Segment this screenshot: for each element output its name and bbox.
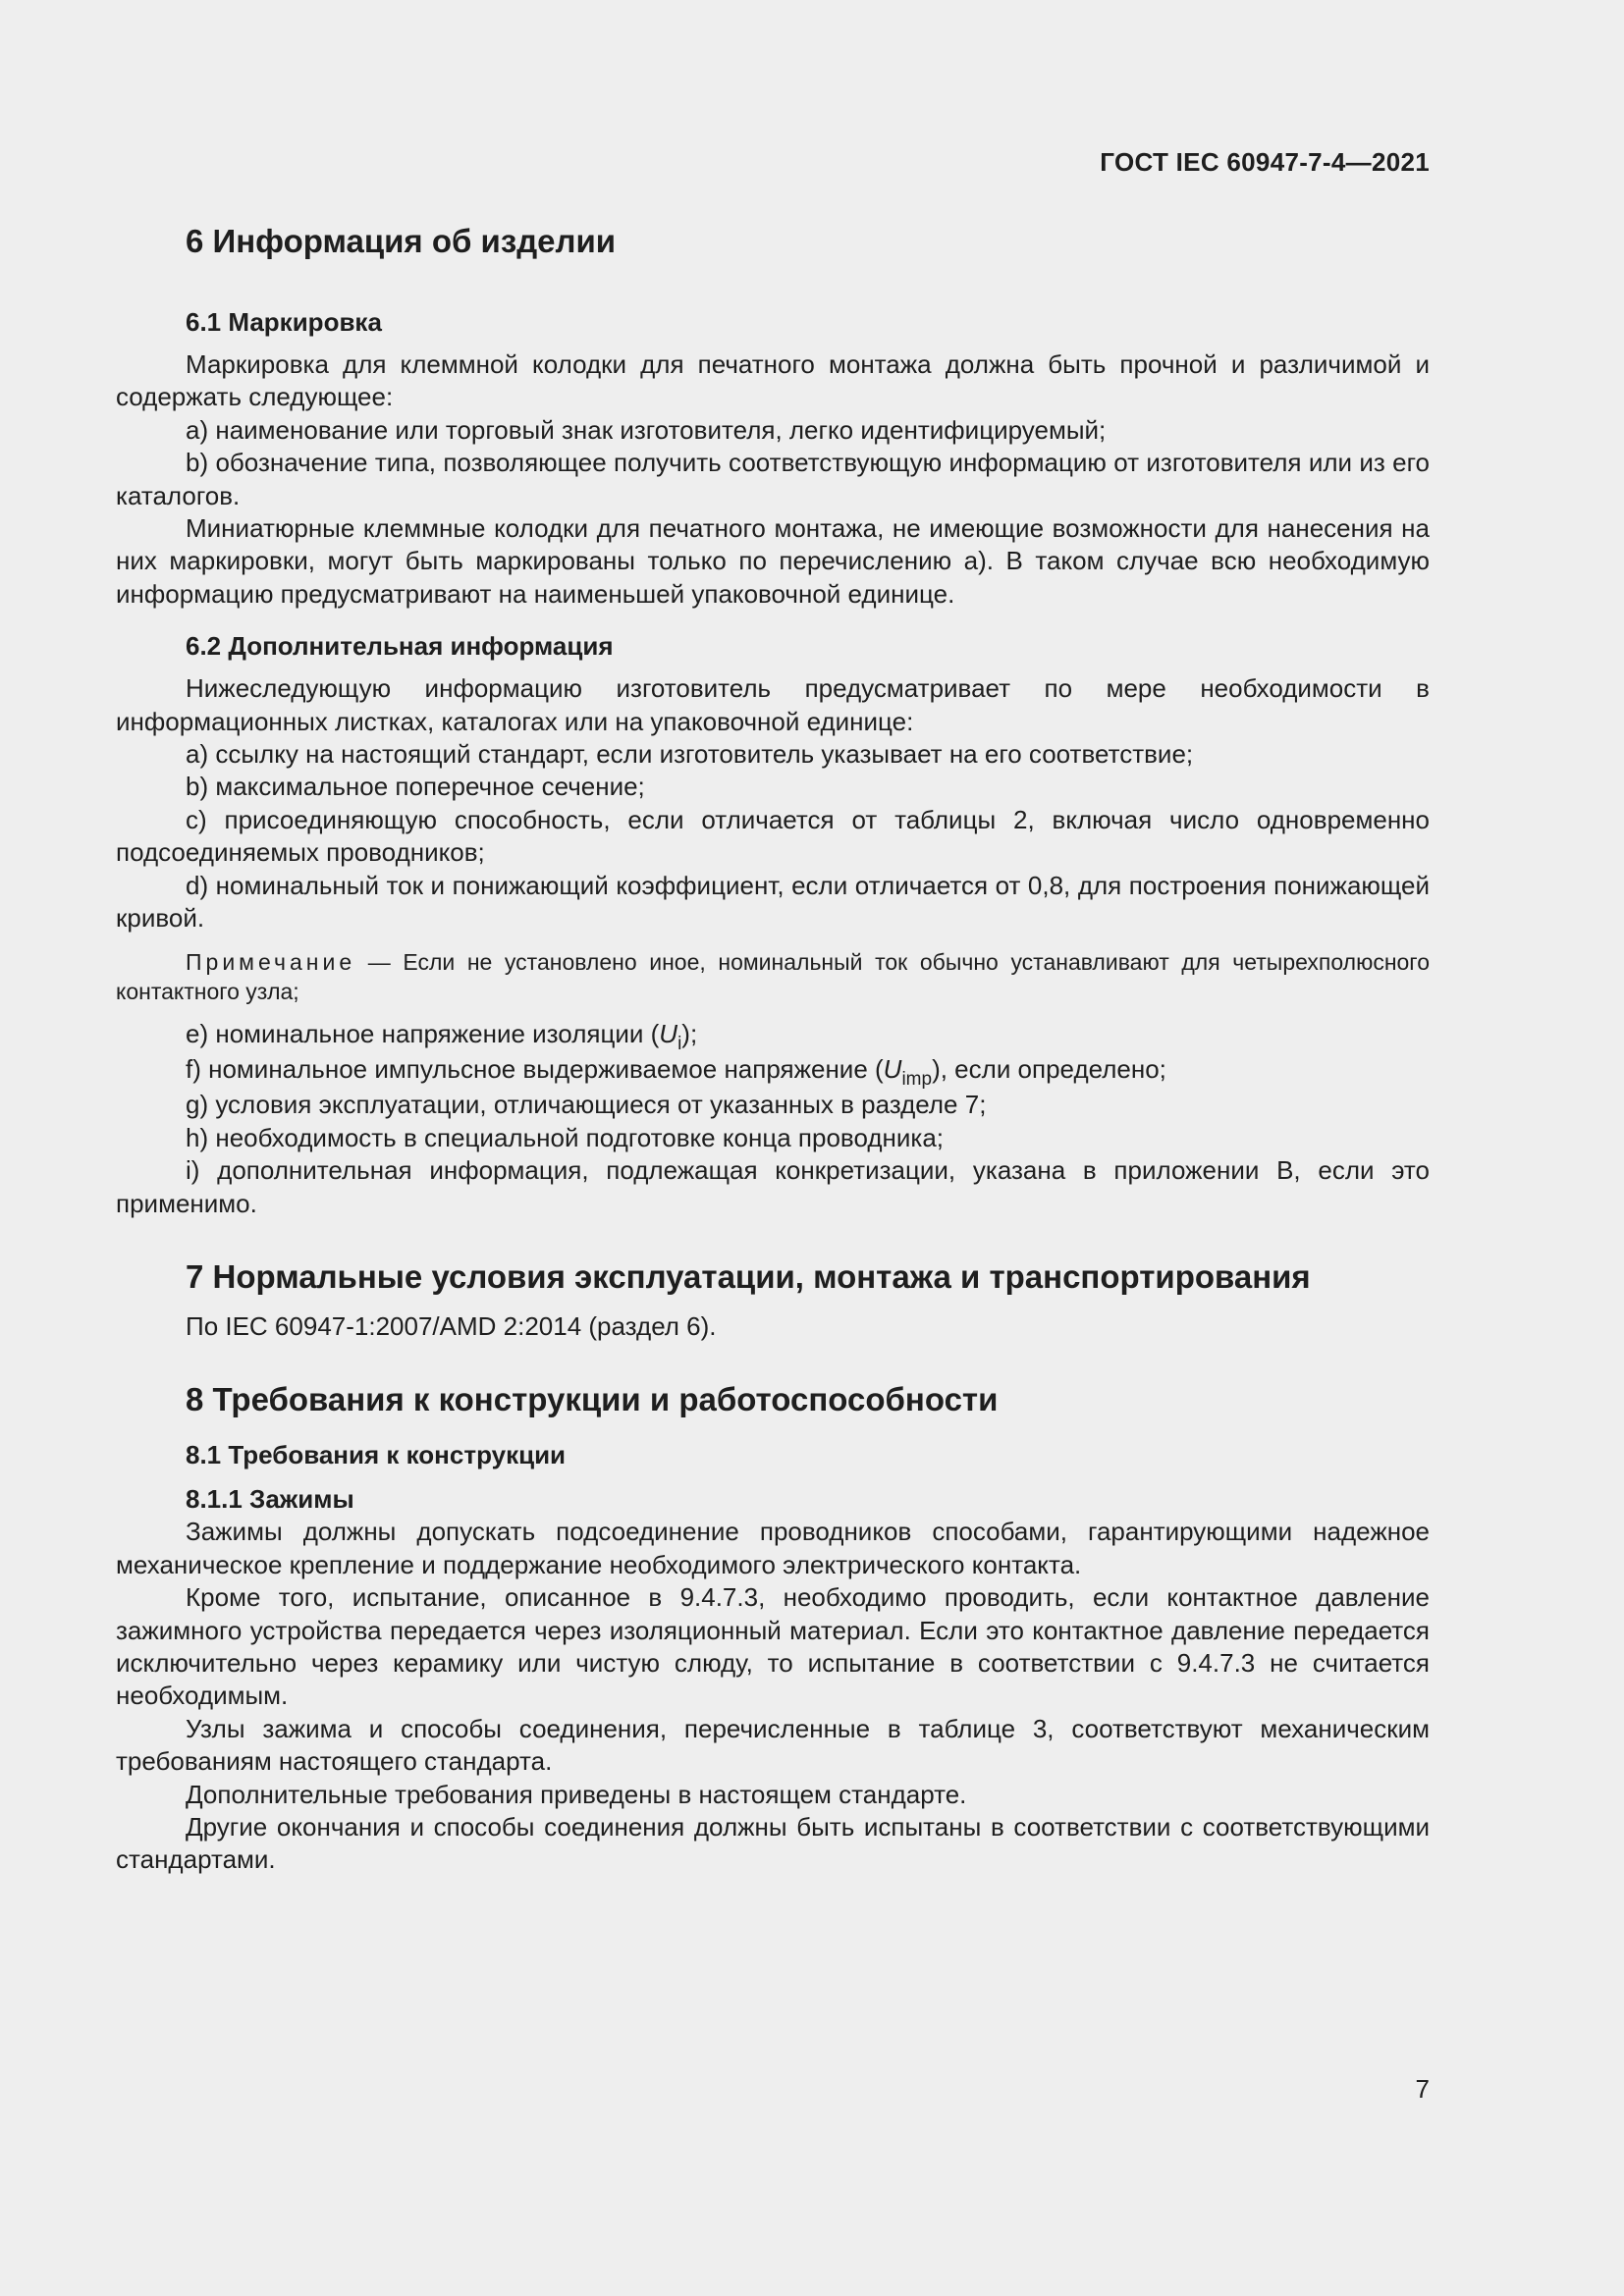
list-item: с) присоединяющую способность, если отличается от таблицы 2, включая число одновременно подсоединяемых проводников; [116,804,1430,868]
document-code: ГОСТ IEC 60947-7-4—2021 [1100,147,1430,177]
section-8-title: 8 Требования к конструкции и работоспособности [186,1381,999,1418]
paragraph: Узлы зажима и способы соединения, перечисленные в таблице 3, соответствуют механическим требованиям настоящего стандарта. [116,1713,1430,1777]
list-item: а) наименование или торговый знак изготовителя, легко идентифицируемый; [186,414,1107,445]
paragraph: Другие окончания и способы соединения должны быть испытаны в соответствии с соответствующими стандартами. [116,1812,1430,1875]
paragraph: Зажимы должны допускать подсоединение проводников способами, гарантирующими надежное механическое крепление и поддержание необходимого электрического контакта. [116,1517,1430,1579]
list-item: b) максимальное поперечное сечение; [186,772,645,802]
list-item: i) дополнительная информация, подлежащая конкретизации, указана в приложении В, если это применимо. [116,1155,1430,1218]
page-number: 7 [1415,2074,1430,2104]
note-label: Примечание [186,948,356,975]
section-6-2-title: 6.2 Дополнительная информация [186,631,614,662]
list-item: h) необходимость в специальной подготовке конца проводника; [186,1122,945,1152]
page-content [116,222,1430,1877]
section-7-title: 7 Нормальные условия эксплуатации, монтажа и транспортирования [186,1257,1311,1295]
paragraph: Нижеследующую информацию изготовитель предусматривает по мере необходимости в информационных листках, каталогах или на упаковочной единице: [116,673,1430,736]
list-item: e) номинальное напряжение изоляции $(U_i)$; [186,1018,698,1054]
list-item: f) номинальное импульсное выдерживаемое напряжение $(U_{imp})$, если определено; [186,1053,1166,1090]
section-8-1-title: 8.1 Требования к конструкции [186,1440,567,1470]
paragraph: Маркировка для клеммной колодки для печатного монтажа должна быть прочной и различимой и содержать следующее: [116,349,1430,412]
list-item: b) обозначение типа, позволяющее получить соответствующую информацию от изготовителя или из его каталогов. [116,448,1430,510]
note [116,947,1430,1006]
paragraph: Миниатюрные клеммные колодки для печатного монтажа, не имеющие возможности для нанесения на них маркировки, могут быть маркированы только по перечислению а). В таком случае всю необходимую информацию предусматривают на наименьшей упаковочной единице. [116,513,1430,609]
list-item: d) номинальный ток и понижающий коэффициент, если отличается от 0,8, для построения понижающей кривой. [116,870,1430,934]
section-6-1-title: 6.1 Маркировка [186,307,382,337]
list-item: g) условия эксплуатации, отличающиеся от указанных в разделе 7; [186,1090,987,1120]
paragraph: Кроме того, испытание, описанное в 9.4.7.3, необходимо проводить, если контактное давление зажимного устройства передается через изоляционный материал. Если это контактное давление передается исключительно через керамику или чистую слюду, то испытание в соответствии с 9.4.7.3 не считается необходимым. [116,1582,1430,1711]
paragraph: Дополнительные требования приведены в настоящем стандарте. [186,1779,967,1809]
list-item: a) ссылку на настоящий стандарт, если изготовитель указывает на его соответствие; [186,739,1194,770]
section-6-title: 6 Информация об изделии [186,223,617,259]
paragraph: По IEC 60947-1:2007/AMD 2:2014 (раздел 6). [186,1310,717,1341]
section-8-1-1-title: 8.1.1 Зажимы [186,1484,354,1515]
note-text: — Если не установлено иное, номинальный ток обычно устанавливают для четырехполюсного контактного узла; [116,948,1430,1004]
